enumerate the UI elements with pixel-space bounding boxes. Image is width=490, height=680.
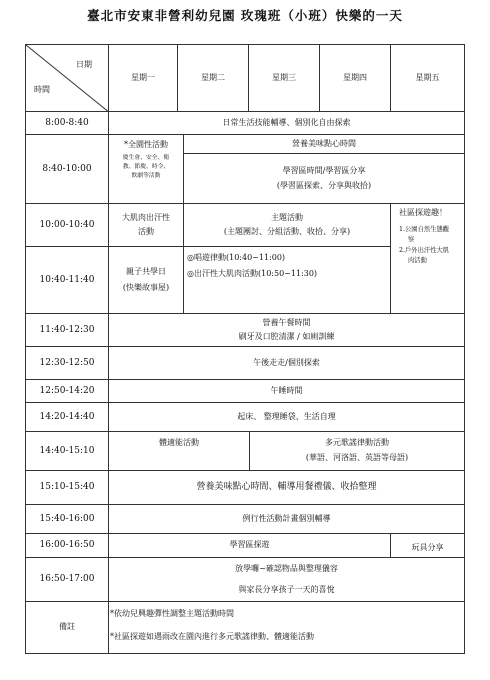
toy-sharing-cell: 玩具分享 [390, 533, 465, 558]
sweat-activity-item: ◎出汗性大肌肉活動(10:50~11:30) [187, 268, 318, 278]
lunch-cell [108, 313, 465, 347]
multicultural-music-title: 多元歌謠律動活動 [325, 438, 389, 448]
whole-school-activity-detail: 飲劇等活動 [131, 173, 161, 180]
learning-area-title: 學習區時間/學習區分享 [282, 165, 366, 175]
time-cell: 15:10-15:40 [25, 470, 109, 505]
whole-school-activity-cell [108, 134, 184, 204]
dismissal-line: 放學囉~確認物品與整理儀容 [235, 563, 338, 573]
gross-motor-cell [108, 203, 184, 247]
time-cell: 10:40-11:40 [25, 246, 109, 314]
community-exploration-item: 察 [408, 235, 415, 243]
time-cell: 12:50-14:20 [25, 379, 109, 403]
community-exploration-item: 1.公園自然生態觀 [399, 225, 450, 233]
time-cell: 11:40-12:30 [25, 313, 109, 347]
time-cell: 15:40-16:00 [25, 504, 109, 534]
gross-motor-line: 活動 [138, 226, 154, 236]
corner-time-label: 時間 [34, 85, 50, 95]
lunch-subtitle: 刷牙及口腔清潔 / 如廁訓練 [238, 331, 335, 341]
header-day-fri: 星期五 [390, 44, 465, 112]
time-cell: 16:00-16:50 [25, 533, 109, 558]
dismissal-cell [108, 557, 465, 602]
community-exploration-cell [390, 203, 465, 314]
whole-school-activity-title: *全園性活動 [124, 140, 168, 149]
time-cell: 12:30-12:50 [25, 346, 109, 380]
activity-cell: 起床、 整理睡袋、生活自理 [108, 402, 465, 432]
singing-movement-item: ◎唱遊律動(10:40~11:00) [187, 253, 286, 262]
theme-activity-cell [183, 203, 391, 247]
activity-cell: 午睡時間 [108, 379, 465, 403]
music-and-sweat-cell [183, 246, 391, 314]
note-item: *社區探遊如遇雨改在園內進行多元歌謠律動、體適能活動 [110, 631, 314, 641]
theme-activity-subtitle: (主題團討、分組活動、收拾、分享) [223, 226, 351, 236]
note-item: *依幼兒興趣彈性調整主題活動時間 [110, 609, 234, 618]
time-cell: 8:00-8:40 [25, 111, 109, 135]
gross-motor-line: 大肌肉出汗性 [122, 212, 170, 222]
dismissal-line: 與家長分享孩子一天的喜悅 [238, 584, 335, 594]
diagonal-divider [26, 45, 109, 112]
header-day-tue: 星期二 [177, 44, 249, 112]
whole-school-activity-detail: 教、節慶、時令、 [122, 164, 170, 171]
community-exploration-title: 社區探遊趣！ [399, 208, 447, 217]
lunch-title: 營養午餐時間 [262, 317, 311, 327]
activity-cell: 營養美味點心時間、輔導用餐禮儀、收拾整理 [108, 470, 465, 505]
multicultural-music-subtitle: (華語、河洛語、英語等母語) [305, 453, 409, 462]
time-cell: 10:00-10:40 [25, 203, 109, 247]
activity-cell: 例行性活動計畫個別輔導 [108, 504, 465, 534]
activity-cell: 午後走走/個別探索 [108, 346, 465, 380]
header-day-thu: 星期四 [319, 44, 391, 112]
header-day-mon: 星期一 [108, 44, 178, 112]
corner-date-label: 日期 [76, 60, 92, 69]
learning-exploration-cell: 學習區探遊 [108, 533, 391, 558]
time-cell: 14:20-14:40 [25, 402, 109, 432]
learning-area-subtitle: (學習區探索、分享與收拾) [276, 180, 372, 190]
header-day-wed: 星期三 [248, 44, 320, 112]
time-cell: 16:50-17:00 [25, 557, 109, 602]
parent-child-day-subtitle: (快樂故事屋) [122, 282, 170, 292]
header-corner-cell [25, 44, 109, 112]
time-cell: 14:40-15:10 [25, 431, 109, 471]
activity-cell: 日常生活技能輔導、個別化自由探索 [108, 111, 465, 135]
notes-content-cell [108, 601, 465, 654]
fitness-cell: 體適能活動 [108, 431, 250, 471]
time-cell: 8:40-10:00 [25, 134, 109, 204]
whole-school-activity-detail: 慶生會、安全、衛 [122, 154, 170, 161]
community-exploration-item: 2.戶外出汗性大肌 [399, 247, 450, 255]
multicultural-music-cell [249, 431, 465, 471]
learning-area-cell [183, 153, 465, 204]
theme-activity-title: 主題活動 [271, 212, 303, 222]
parent-child-day-title: 親子共學日 [126, 266, 166, 276]
snack-cell: 營養美味點心時間 [183, 134, 465, 154]
page-title: 臺北市安東非營利幼兒園 玫瑰班（小班）快樂的一天 [87, 8, 403, 23]
parent-child-day-cell [108, 246, 184, 314]
notes-label-cell: 備註 [25, 601, 109, 654]
community-exploration-item: 肉活動 [408, 257, 427, 265]
